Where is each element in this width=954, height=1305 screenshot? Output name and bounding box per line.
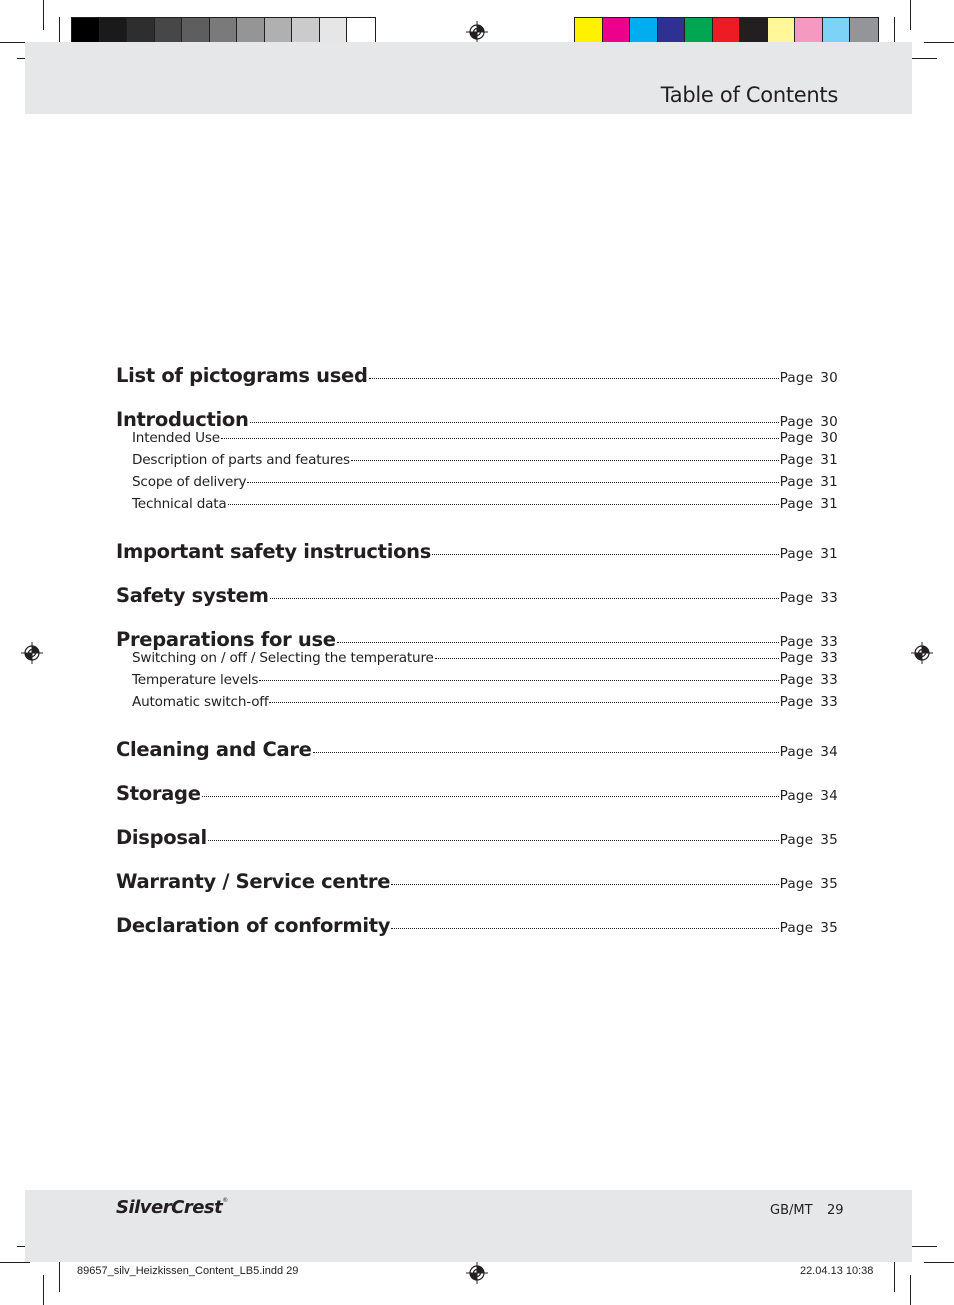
- crop-mark: [43, 1275, 44, 1305]
- gray-swatch: [182, 18, 210, 45]
- crop-mark: [910, 1275, 911, 1305]
- crop-mark: [59, 1262, 60, 1292]
- page-title: Table of Contents: [660, 83, 838, 107]
- dot-leader: [250, 422, 779, 423]
- toc-section-label: Important safety instructions: [116, 540, 432, 563]
- dot-leader: [391, 884, 778, 885]
- dot-leader: [369, 378, 779, 379]
- gray-swatch: [72, 18, 100, 45]
- toc-page-ref: Page 30: [779, 414, 838, 430]
- dot-leader: [270, 598, 779, 599]
- dot-leader: [313, 752, 779, 753]
- toc-section-label: Warranty / Service centre: [116, 870, 391, 893]
- gray-swatch: [210, 18, 238, 45]
- color-swatch: [658, 18, 686, 45]
- toc-subsection-label: Technical data: [132, 496, 227, 512]
- crop-mark: [0, 1262, 30, 1263]
- color-swatch: [740, 18, 768, 45]
- dot-leader: [228, 504, 779, 505]
- toc-section-label: Preparations for use: [116, 628, 336, 651]
- dot-leader: [269, 702, 778, 703]
- color-swatch: [603, 18, 631, 45]
- brand-logo: [116, 1197, 228, 1218]
- toc-subsection[interactable]: [116, 694, 838, 716]
- toc-section[interactable]: [116, 826, 838, 848]
- color-swatch: [713, 18, 741, 45]
- toc-section[interactable]: [116, 870, 838, 892]
- gray-swatch: [347, 18, 375, 45]
- dot-leader: [391, 928, 778, 929]
- toc-page-ref: Page 34: [779, 744, 838, 760]
- color-swatch: [823, 18, 851, 45]
- toc-subsection-label: Description of parts and features: [132, 452, 350, 468]
- toc-page-ref: Page 30: [779, 430, 838, 446]
- toc-subsection-label: Scope of delivery: [132, 474, 247, 490]
- toc-subsection[interactable]: [116, 474, 838, 496]
- gray-swatch: [155, 18, 183, 45]
- gray-swatch: [100, 18, 128, 45]
- toc-section-label: List of pictograms used: [116, 364, 368, 387]
- toc-page-ref: Page 33: [779, 634, 838, 650]
- crop-mark: [894, 1262, 895, 1292]
- toc-subsection[interactable]: [116, 672, 838, 694]
- toc-subsection[interactable]: [116, 430, 838, 452]
- toc-page-ref: Page 31: [779, 546, 838, 562]
- toc-subsection-label: Intended Use: [132, 430, 220, 446]
- toc-section-label: Declaration of conformity: [116, 914, 391, 937]
- gray-swatch: [237, 18, 265, 45]
- language-code: GB/MT: [770, 1203, 813, 1218]
- toc-section-label: Storage: [116, 782, 201, 805]
- gray-swatch: [127, 18, 155, 45]
- dot-leader: [247, 482, 778, 483]
- dot-leader: [259, 680, 778, 681]
- toc-subsection-label: Temperature levels: [132, 672, 259, 688]
- toc-section[interactable]: [116, 364, 838, 386]
- toc-section-label: Introduction: [116, 408, 249, 431]
- registered-mark: ®: [222, 1197, 228, 1204]
- color-swatch: [850, 18, 878, 45]
- toc-page-ref: Page 33: [779, 672, 838, 688]
- toc-page-ref: Page 35: [779, 876, 838, 892]
- crop-mark: [924, 42, 954, 43]
- toc-section[interactable]: [116, 628, 838, 650]
- toc-page-ref: Page 33: [779, 590, 838, 606]
- toc-section[interactable]: [116, 408, 838, 430]
- toc-page-ref: Page 33: [779, 650, 838, 666]
- slug-date-info: 22.04.13 10:38: [800, 1265, 874, 1277]
- toc-subsection-label: Switching on / off / Selecting the temperature: [132, 650, 434, 666]
- toc-page-ref: Page 31: [779, 496, 838, 512]
- dot-leader: [337, 642, 779, 643]
- toc-page-ref: Page 35: [779, 920, 838, 936]
- toc-section-label: Disposal: [116, 826, 207, 849]
- registration-mark-icon: [466, 21, 488, 43]
- color-swatch: [795, 18, 823, 45]
- toc-section[interactable]: [116, 738, 838, 760]
- gray-swatch: [292, 18, 320, 45]
- toc-subsection[interactable]: [116, 650, 838, 672]
- toc-page-ref: Page 31: [779, 452, 838, 468]
- crop-mark: [43, 0, 44, 30]
- registration-mark-icon: [21, 642, 43, 664]
- toc-page-ref: Page 30: [779, 370, 838, 386]
- registration-mark-icon: [911, 642, 933, 664]
- crop-mark: [924, 1262, 954, 1263]
- dot-leader: [208, 840, 779, 841]
- toc-subsection[interactable]: [116, 452, 838, 474]
- toc-section[interactable]: [116, 914, 838, 936]
- toc-section[interactable]: [116, 782, 838, 804]
- page-number: 29: [827, 1203, 844, 1218]
- toc-section[interactable]: [116, 540, 838, 562]
- dot-leader: [202, 796, 779, 797]
- toc-section-label: Safety system: [116, 584, 269, 607]
- dot-leader: [432, 554, 779, 555]
- toc-page-ref: Page 31: [779, 474, 838, 490]
- dot-leader: [435, 658, 779, 659]
- brand-logo-text: SilverCrest: [116, 1197, 223, 1218]
- toc-page-ref: Page 34: [779, 788, 838, 804]
- toc-page-ref: Page 33: [779, 694, 838, 710]
- color-swatch: [575, 18, 603, 45]
- gray-swatch: [265, 18, 293, 45]
- dot-leader: [221, 438, 779, 439]
- color-swatch: [685, 18, 713, 45]
- slug-file-info: 89657_silv_Heizkissen_Content_LB5.indd 29: [77, 1265, 299, 1277]
- crop-mark: [910, 0, 911, 30]
- toc-subsection[interactable]: [116, 496, 838, 518]
- toc-subsection-label: Automatic switch-off: [132, 694, 269, 710]
- dot-leader: [351, 460, 779, 461]
- gray-swatch: [320, 18, 348, 45]
- registration-mark-icon: [466, 1262, 488, 1284]
- color-swatch: [768, 18, 796, 45]
- toc-section-label: Cleaning and Care: [116, 738, 312, 761]
- table-of-contents: [116, 364, 838, 936]
- toc-page-ref: Page 35: [779, 832, 838, 848]
- toc-section[interactable]: [116, 584, 838, 606]
- color-swatch: [630, 18, 658, 45]
